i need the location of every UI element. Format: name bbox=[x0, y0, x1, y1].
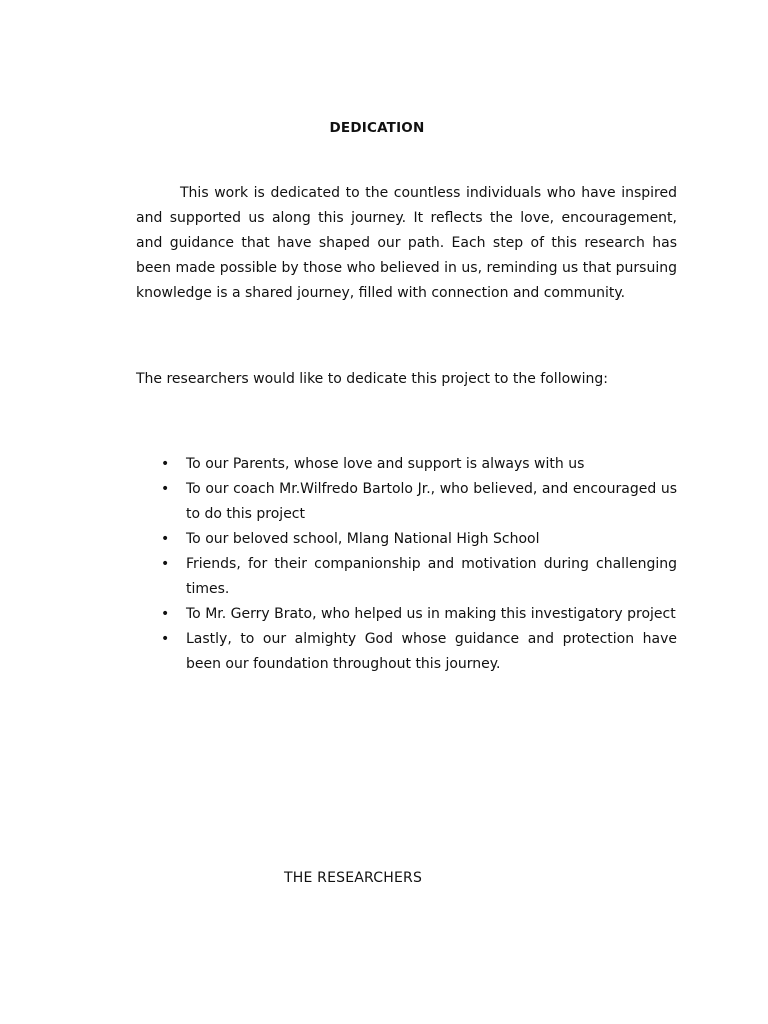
list-item-text: To our Parents, whose love and support is always with us bbox=[186, 456, 585, 472]
list-item bbox=[136, 602, 677, 627]
bullet-icon: • bbox=[161, 481, 170, 497]
page-title: DEDICATION bbox=[329, 120, 425, 136]
bullet-icon: • bbox=[161, 631, 170, 647]
bullet-icon: • bbox=[161, 456, 170, 472]
list-item bbox=[136, 477, 677, 527]
intro-paragraph: This work is dedicated to the countless individuals who have inspired and supported us along this journey. It reflects the love, encouragement, and guidance that have shaped our path. Each step of this research has been made possible by those who believed in us, reminding us that pursuing knowledge is a shared journey, filled with connection and community. bbox=[136, 185, 677, 301]
list-item-text: Friends, for their companionship and motivation during challenging times. bbox=[186, 556, 677, 597]
list-item-text: To our coach Mr.Wilfredo Bartolo Jr., who believed, and encouraged us to do this project bbox=[186, 481, 677, 522]
list-item bbox=[136, 552, 677, 602]
list-item-text: To our beloved school, Mlang National High School bbox=[186, 531, 540, 547]
list-item-text: Lastly, to our almighty God whose guidance and protection have been our foundation throughout this journey. bbox=[186, 631, 677, 672]
dedication-list bbox=[136, 452, 677, 677]
bullet-icon: • bbox=[161, 556, 170, 572]
signature: THE RESEARCHERS bbox=[284, 870, 423, 886]
bullet-icon: • bbox=[161, 531, 170, 547]
bullet-icon: • bbox=[161, 606, 170, 622]
lead-sentence: The researchers would like to dedicate this project to the following: bbox=[136, 371, 608, 387]
list-item bbox=[136, 627, 677, 677]
list-item bbox=[136, 452, 677, 477]
list-item bbox=[136, 527, 677, 552]
list-item-text: To Mr. Gerry Brato, who helped us in making this investigatory project bbox=[186, 606, 676, 622]
